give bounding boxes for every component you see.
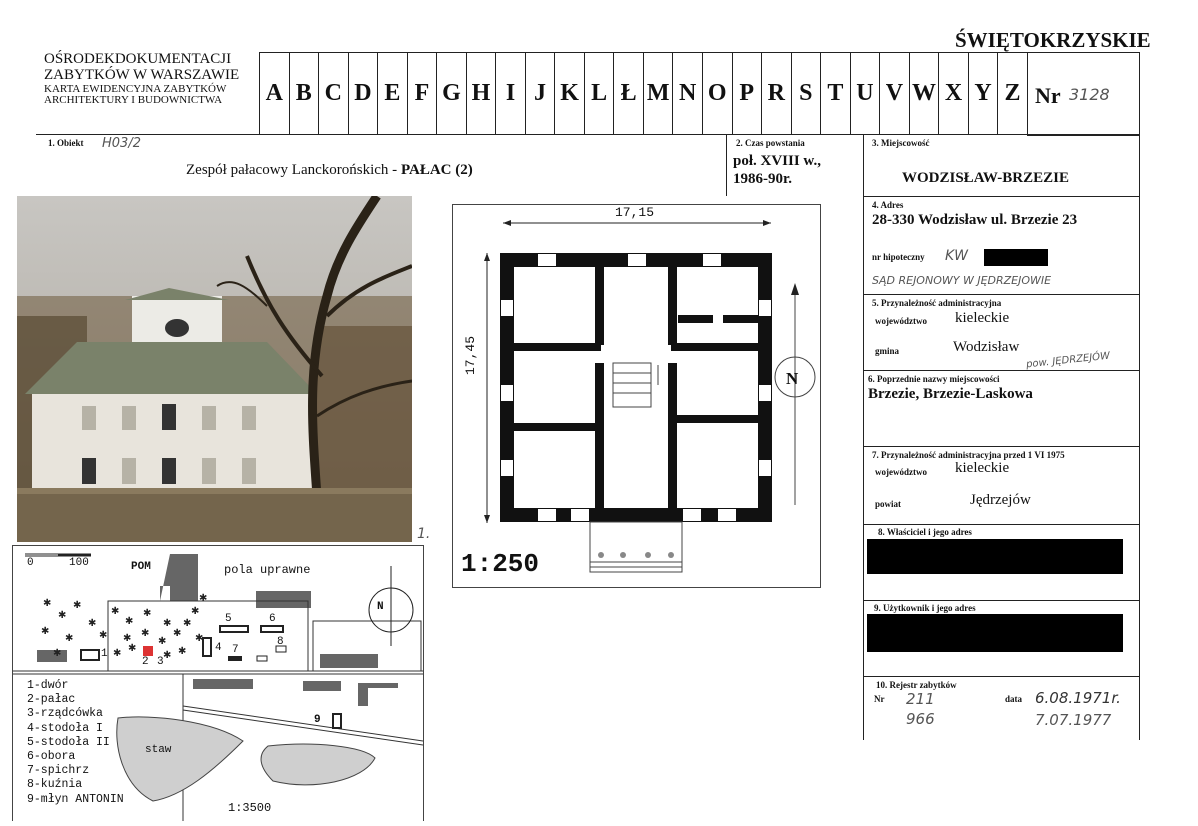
- map-num-8: 8: [277, 636, 284, 648]
- obiekt-code: H03/2: [102, 136, 141, 151]
- hipoteczny-kw: KW: [945, 248, 969, 264]
- map-pond: staw: [145, 744, 172, 756]
- hipoteczny-redaction: [984, 249, 1048, 266]
- obiekt-name-bold: PAŁAC (2): [400, 162, 473, 178]
- legend-item: 8-kuźnia: [27, 778, 83, 792]
- miejscowosc-label: 3. Miejscowość: [872, 138, 930, 148]
- institution-line1: OŚRODEKDOKUMENTACJI: [44, 51, 232, 67]
- institution-line4: ARCHITEKTURY I BUDOWNICTWA: [44, 94, 223, 107]
- legend-item: 5-stodoła II: [27, 735, 110, 749]
- obiekt-label: 1. Obiekt: [48, 138, 84, 148]
- palace-photo: [17, 196, 412, 542]
- photo-caption: 1.: [417, 526, 431, 542]
- svg-text:✱: ✱: [191, 606, 200, 617]
- svg-text:✱: ✱: [141, 628, 150, 639]
- index-letter-a: A: [260, 53, 290, 135]
- nr-box: [1027, 52, 1140, 136]
- map-num-7: 7: [232, 644, 239, 656]
- uzytkownik-label: 9. Użytkownik i jego adres: [874, 603, 976, 613]
- legend-item: 1-dwór: [27, 679, 69, 692]
- svg-text:✱: ✱: [125, 616, 134, 627]
- plan-north: N: [786, 369, 799, 388]
- index-letter-d: D: [349, 53, 379, 135]
- poprzednie-label: 6. Poprzednie nazwy miejscowości: [868, 374, 1000, 384]
- index-letter-z: Z: [998, 53, 1028, 135]
- svg-text:✱: ✱: [128, 643, 137, 654]
- index-letter-c: C: [319, 53, 349, 135]
- index-letter-v: V: [880, 53, 910, 135]
- przed1975-label: 7. Przynależność administracyjna przed 1 VI 1975: [872, 450, 1065, 460]
- sad-note: SĄD REJONOWY W JĘDRZEJOWIE: [872, 274, 1052, 287]
- map-num-9: 9: [314, 714, 321, 726]
- institution-line3: KARTA EWIDENCYJNA ZABYTKÓW: [44, 82, 227, 95]
- svg-text:✱: ✱: [41, 626, 50, 637]
- svg-text:✱: ✱: [53, 648, 62, 659]
- gmina-label: gmina: [875, 346, 900, 356]
- index-letter-f: F: [408, 53, 438, 135]
- powiat-note: pow. JĘDRZEJÓW: [1025, 350, 1111, 371]
- index-letter-r: R: [762, 53, 792, 135]
- czas-line1: poł. XVIII w.,: [733, 153, 821, 169]
- map-num-3: 3: [157, 656, 164, 668]
- index-letter-g: G: [437, 53, 467, 135]
- przynaleznosc-label: 5. Przynależność administracyjna: [872, 298, 1002, 308]
- index-letter-h: H: [467, 53, 497, 135]
- svg-text:✱: ✱: [99, 630, 108, 641]
- index-letter-b: B: [290, 53, 320, 135]
- svg-text:✱: ✱: [143, 608, 152, 619]
- svg-text:✱: ✱: [111, 606, 120, 617]
- czas-line2: 1986-90r.: [733, 171, 793, 187]
- map-scale: 1:3500: [228, 801, 272, 815]
- rejestr-nr1: 211: [906, 690, 935, 708]
- svg-text:✱: ✱: [123, 633, 132, 644]
- nr-value: 3128: [1069, 85, 1110, 104]
- index-letter-x: X: [939, 53, 969, 135]
- powiat-label: powiat: [875, 499, 902, 509]
- hipoteczny-label: nr hipoteczny: [872, 252, 925, 262]
- map-legend: [27, 679, 124, 807]
- voivodeship-header: ŚWIĘTOKRZYSKIE: [955, 28, 1151, 52]
- legend-item: 6-obora: [27, 750, 76, 764]
- map-scale-100: 100: [69, 557, 89, 569]
- svg-text:✱: ✱: [43, 598, 52, 609]
- gmina-value: Wodzisław: [953, 339, 1020, 355]
- index-letter-y: Y: [969, 53, 999, 135]
- powiat-value: Jędrzejów: [970, 492, 1031, 508]
- rejestr-nr2: 966: [906, 710, 935, 728]
- map-scale-0: 0: [27, 557, 34, 569]
- index-letter-l: L: [585, 53, 615, 135]
- legend-item: 4-stodoła I: [27, 721, 103, 735]
- index-letter-w: W: [910, 53, 940, 135]
- institution-block: [44, 52, 239, 107]
- index-letter-i: I: [496, 53, 526, 135]
- wlasciciel-redaction: [867, 539, 1123, 574]
- legend-item: 9-młyn ANTONIN: [27, 792, 124, 806]
- plan-width-dim: 17,15: [615, 205, 655, 220]
- legend-item: 3-rządcówka: [27, 707, 103, 721]
- svg-text:✱: ✱: [183, 618, 192, 629]
- index-letter-o: O: [703, 53, 733, 135]
- index-letter-n: N: [673, 53, 703, 135]
- czas-value: [733, 152, 821, 188]
- svg-text:✱: ✱: [65, 633, 74, 644]
- rejestr-nr-label: Nr: [874, 694, 885, 704]
- svg-text:✱: ✱: [58, 610, 67, 621]
- svg-text:✱: ✱: [73, 600, 82, 611]
- index-letter-k: K: [555, 53, 585, 135]
- data1: 6.08.1971r.: [1035, 689, 1121, 707]
- svg-text:✱: ✱: [88, 618, 97, 629]
- svg-text:✱: ✱: [163, 650, 172, 661]
- map-num-2: 2: [142, 656, 149, 668]
- legend-item: 7-spichrz: [27, 764, 90, 778]
- nr-label: Nr: [1035, 83, 1061, 108]
- map-num-1: 1: [101, 648, 108, 660]
- plan-height-dim: 17,45: [463, 335, 478, 375]
- obiekt-name: [186, 162, 473, 179]
- wojewodztwo-value: kieleckie: [955, 310, 1010, 326]
- svg-text:✱: ✱: [113, 648, 122, 659]
- map-num-5: 5: [225, 613, 232, 625]
- woj2-value: kieleckie: [955, 460, 1010, 476]
- site-map: [12, 545, 424, 821]
- index-letter-s: S: [792, 53, 822, 135]
- index-letter-e: E: [378, 53, 408, 135]
- index-letter-j: J: [526, 53, 556, 135]
- index-letter-t: T: [821, 53, 851, 135]
- data2: 7.07.1977: [1035, 711, 1112, 729]
- czas-label: 2. Czas powstania: [736, 138, 805, 148]
- svg-text:✱: ✱: [173, 628, 182, 639]
- institution-line2: ZABYTKÓW W WARSZAWIE: [44, 66, 240, 83]
- index-letter-ł: Ł: [614, 53, 644, 135]
- svg-text:✱: ✱: [158, 636, 167, 647]
- index-letter-p: P: [733, 53, 763, 135]
- miejscowosc-value: WODZISŁAW-BRZEZIE: [902, 170, 1069, 186]
- legend-item: 2-pałac: [27, 693, 76, 707]
- map-north: N: [377, 601, 384, 613]
- svg-text:✱: ✱: [199, 593, 208, 604]
- obiekt-name-text: Zespół pałacowy Lanckorońskich -: [186, 162, 398, 178]
- adres-value: 28-330 Wodzisław ul. Brzezie 23: [872, 212, 1078, 228]
- plan-scale: 1:250: [461, 549, 540, 579]
- svg-text:✱: ✱: [163, 618, 172, 629]
- woj2-label: województwo: [875, 467, 927, 477]
- rejestr-label: 10. Rejestr zabytków: [876, 680, 957, 690]
- map-fields-label: pola uprawne: [224, 563, 311, 577]
- wlasciciel-label: 8. Właściciel i jego adres: [878, 527, 972, 537]
- floor-plan: [452, 204, 821, 588]
- map-pom: POM: [131, 561, 151, 573]
- svg-text:✱: ✱: [178, 646, 187, 657]
- map-num-4: 4: [215, 642, 222, 654]
- map-num-6: 6: [269, 613, 276, 625]
- data-label: data: [1005, 694, 1023, 704]
- uzytkownik-redaction: [867, 614, 1123, 652]
- index-letter-u: U: [851, 53, 881, 135]
- index-letter-m: M: [644, 53, 674, 135]
- svg-text:✱: ✱: [195, 633, 204, 644]
- poprzednie-value: Brzezie, Brzezie-Laskowa: [868, 386, 1033, 402]
- adres-label: 4. Adres: [872, 200, 904, 210]
- index-letters: [259, 52, 1028, 135]
- wojewodztwo-label: województwo: [875, 316, 927, 326]
